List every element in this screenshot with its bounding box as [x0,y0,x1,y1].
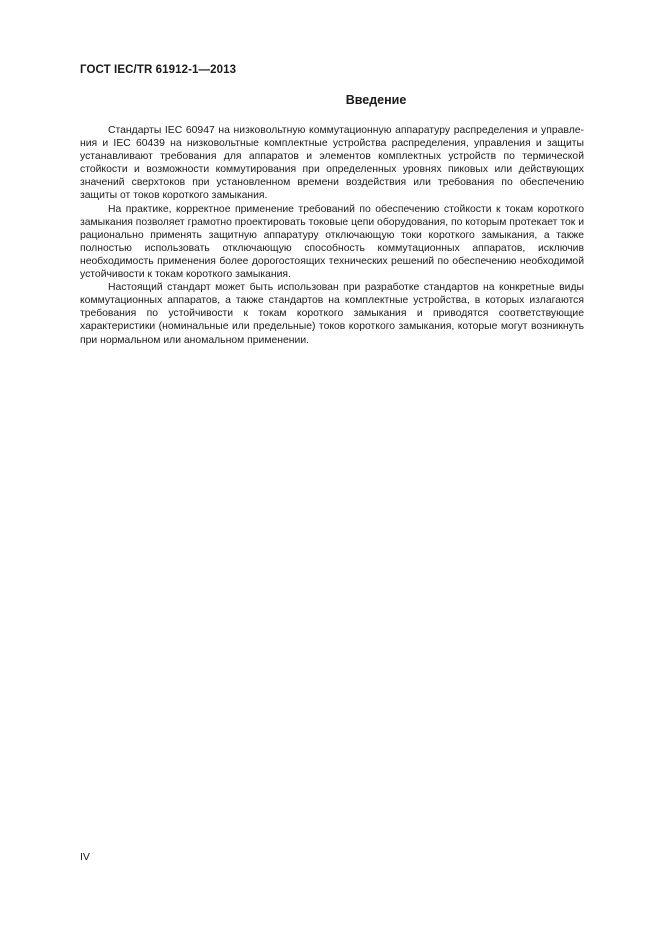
paragraph-3: Настоящий стандарт может быть использован при разработке стандартов на конкретные виды коммутационных аппаратов, а также стандартов на комплектные устройства, в которых излагаются требования по устойчивости к токам короткого замыкания и приводятся соответствующие характеристики (номинальные или предельные) токов короткого замыкания, которые могут возникнуть при нормальном или аномальном применении. [80,282,584,346]
paragraph-2: На практике, корректное применение требований по обеспечению стойкости к токам короткого замыкания позволяет грамотно проектировать токовые цепи оборудования, по которым протекает ток и рационально применять защитную аппаратуру отключающую токи короткого замыкания, а также полностью использовать отключающую способность коммутационных аппаратов, исключив необходимость применения более дорогостоящих технических решений по обеспечению необходимой устойчивости к токам короткого замыкания. [80,203,584,281]
introduction-body [80,124,584,347]
paragraph-1: Стандарты IEC 60947 на низковольтную коммутационную аппаратуру распределения и управления и IEC 60439 на низковольтные комплектные устройства распределения, управления и защиты устанавливают требования для аппаратов и элементов комплектных устройств по термической стойкости и возможности коммутирования при определенных уровнях пиковых или действующих значений сверхтоков при установленном времени воздействия или требования по обеспечению защиты от токов короткого замыкания. [80,125,584,202]
page-number: IV [80,851,90,863]
document-header: ГОСТ IEC/TR 61912-1—2013 [80,64,237,76]
section-title: Введение [345,93,407,107]
